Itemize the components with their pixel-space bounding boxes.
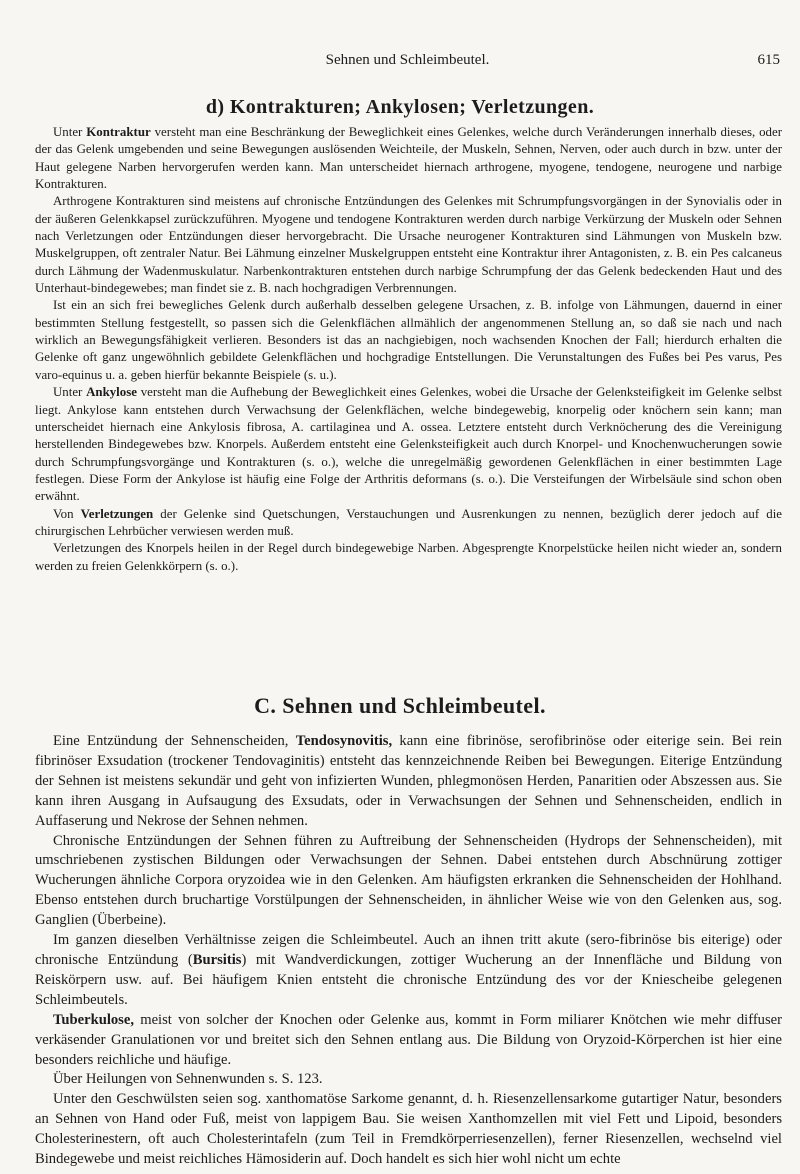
running-head (35, 52, 780, 72)
lead-term: Tuberkulose, (53, 1011, 134, 1028)
paragraph-text: Verletzungen des Knorpels heilen in der Regel durch bindegewebige Narben. Abgesprengte Knorpelstücke heilen nicht wieder an, sondern werden zu freien Gelenkkörpern (s. o.). (35, 541, 782, 573)
lead-term: Verletzungen (80, 506, 154, 521)
paragraph-text: Im ganzen dieselben Verhältnisse zeigen die Schleimbeutel. Auch an ihnen tritt akute (sero-fibrinöse bis eiterige) oder chronische Entzündung ( (35, 932, 782, 968)
paragraph (35, 384, 782, 505)
paragraph (35, 506, 782, 541)
lead-term: Kontraktur (86, 125, 151, 139)
page-number: 615 (757, 52, 780, 68)
paragraph-text: Ist ein an sich frei bewegliches Gelenk durch außerhalb desselben gelegene Ursachen, z. B. infolge von Lähmungen, dauernd in einer bestimmten Stellung festgestellt, so passen sich die Gelenkflächen allmählich der angenommenen Stellung an, so daß sie nach und nach wirklich an Bewegungsfähigkeit verlieren. Besonders ist das an nachgiebigen, noch wachsenden Knochen der Fall; hierdurch erhalten die Gelenke oft ganz ungewöhnlich gebildete Gelenkflächen und hochgradige Entstellungen. Die Verunstaltungen des Fußes bei Pes varus, Pes varo-equinus u. a. geben hierfür bekannte Beispiele (s. u.). (35, 298, 782, 382)
paragraph-text: versteht man eine Beschränkung der Beweglichkeit eines Gelenkes, welche durch Veränderungen innerhalb dieses, oder der das Gelenk umgebenden und seine Bewegungen auslösenden Weichteile, der Muskeln, Sehnen, Nerven, oder auch durch in bzw. unter der Haut gelegene Narben hervorgerufen werden kann. Man unterscheidet hiernach arthrogene, myogene, tendogene, neurogene und narbige Kontrakturen. (35, 125, 782, 192)
paragraph (35, 193, 782, 297)
paragraph (35, 1090, 782, 1170)
paragraph (35, 832, 782, 932)
paragraph (35, 124, 782, 193)
paragraph-text: Unter den Geschwülsten seien sog. xanthomatöse Sarkome genannt, d. h. Riesenzellensarkome gutartiger Natur, besonders an Sehnen von Hand oder Fuß, meist von lappigem Bau. Sie weisen Xanthomzellen mit viel Fett und Lipoid, besonders Cholesterinestern, oft auch Cholesterintafeln (zum Teil in Fremdkörperriesenzellen), ferner Riesenzellen, wechselnd viel Bindegewebe und meist reichliches Hämosiderin auf. Doch handelt es sich hier wohl nicht um echte (35, 1091, 782, 1168)
paragraph-text: Von (53, 506, 81, 521)
paragraph (35, 1070, 782, 1090)
paragraph-text: der Gelenke sind Quetschungen, Verstauchungen und Ausrenkungen zu nennen, bezüglich derer jedoch auf die chirurgischen Lehrbücher verwiesen werden muß. (35, 506, 783, 538)
paragraph-text: versteht man die Aufhebung der Beweglichkeit eines Gelenkes, wobei die Ursache der Gelenksteifigkeit im Gelenke selbst liegt. Ankylose kann entstehen durch Verwachsung der Gelenkflächen, welche bindegewebig, knorpelig oder knöchern sein kann; man unterscheidet hiernach eine Ankylosis fibrosa, A. cartilaginea und A. ossea. Letztere entsteht durch Verknöcherung des die Vereinigung herstellenden Bindegewebes bzw. Knorpels. Außerdem entsteht eine Gelenksteifigkeit auch durch Knorpel- und Knochenwucherungen sowie durch Schrumpfungsvorgänge und Kontrakturen (s. o.), welche die unregelmäßig gewordenen Gelenkflächen in einer bestimmten Lage festlegen. Diese Form der Ankylose ist häufig eine Folge der Arthritis deformans (s. o.). Die Versteifungen der Wirbelsäule sind schon oben erwähnt. (35, 385, 782, 504)
paragraph-text: ) mit Wandverdickungen, zottiger Wucherung an der Innenfläche und Bildung von Reiskörpern usw. auf. Bei häufigem Knien entsteht die chronische Entzündung des vor der Kniescheibe gelegenen Schleimbeutels. (35, 951, 782, 1008)
section-heading-contractures: d) Kontrakturen; Ankylosen; Verletzungen. (205, 96, 595, 118)
paragraph-text: Eine Entzündung der Sehnenscheiden, (53, 733, 296, 749)
paragraph (35, 732, 782, 832)
section-body-tendons (35, 732, 782, 1170)
paragraph-text: kann eine fibrinöse, serofibrinöse oder eiterige sein. Bei rein fibrinöser Exsudation (trockener Tendovaginitis) entsteht das kennzeichnende Reiben bei Bewegungen. Eiterige Entzündung der Sehnen ist meistens sekundär und geht von infizierten Wunden, phlegmonösen Herden, Panaritien oder Abszessen aus. Sie kann ihren Ausgang in Aufsaugung des Exsudats, oder in Verwachsungen der Sehnen und Sehnenscheiden, endlich in Auffaserung und Nekrose der Sehnen nehmen. (35, 733, 782, 829)
paragraph (35, 1011, 782, 1071)
paragraph-text: Über Heilungen von Sehnenwunden s. S. 123. (53, 1071, 323, 1088)
section-heading-tendons: C. Sehnen und Schleimbeutel. (254, 693, 546, 718)
paragraph-text: Chronische Entzündungen der Sehnen führen zu Auftreibung der Sehnenscheiden (Hydrops der Sehnenscheiden), mit umschriebenen zystischen Bildungen oder Verwachsungen der Sehnen. Dabei entstehen durch Abschnürung zottiger Wucherungen ähnliche Corpora oryzoidea wie in den Gelenken. Am häufigsten erkranken die Sehnenscheiden der Hohlhand. Ebenso entstehen durch bruchartige Vorstülpungen der Sehnenscheiden, in ähnlicher Weise wie von den Gelenken aus, sog. Ganglien (Überbeine). (35, 832, 782, 929)
lead-term: Tendosynovitis, (295, 733, 393, 749)
paragraph-text: Arthrogene Kontrakturen sind meistens auf chronische Entzündungen des Gelenkes mit Schrumpfungsvorgängen in der Synovialis oder in der äußeren Gelenkkapsel zurückzuführen. Myogene und tendogene Kontrakturen werden durch narbige Verkürzung der Muskeln oder Sehnen nach Verletzungen oder Entzündungen dieser hervorgebracht. Die Ursache neurogener Kontrakturen sind Lähmungen von Muskeln bzw. Muskelgruppen, oft zentraler Natur. Bei Lähmung einzelner Muskelgruppen entsteht eine Kontraktur ihrer Antagonisten, z. B. ein Pes calcaneus durch Lähmung der Wadenmuskulatur. Narbenkontrakturen entstehen durch narbige Schrumpfung der das Gelenk bedeckenden Haut und des Unterhaut-bindegewebes; man findet sie z. B. nach hochgradigen Verbrennungen. (35, 194, 782, 296)
section-body-contractures (35, 124, 782, 575)
paragraph (35, 931, 782, 1011)
paragraph-text: meist von solcher der Knochen oder Gelenke aus, kommt in Form miliarer Knötchen wie mehr diffuser verkäsender Granulationen vor und breitet sich den Sehnen entlang aus. Die Bildung von Oryzoid-Körperchen ist hier eine besonders reichliche und häufige. (35, 1011, 782, 1068)
lead-term: Ankylose (86, 385, 137, 400)
paragraph (35, 297, 782, 384)
paragraph-text: Unter (53, 125, 87, 139)
paragraph-text: Unter (53, 385, 87, 400)
running-title: Sehnen und Schleimbeutel. (325, 52, 490, 68)
paragraph (35, 540, 782, 575)
lead-term: Bursitis (192, 951, 242, 968)
